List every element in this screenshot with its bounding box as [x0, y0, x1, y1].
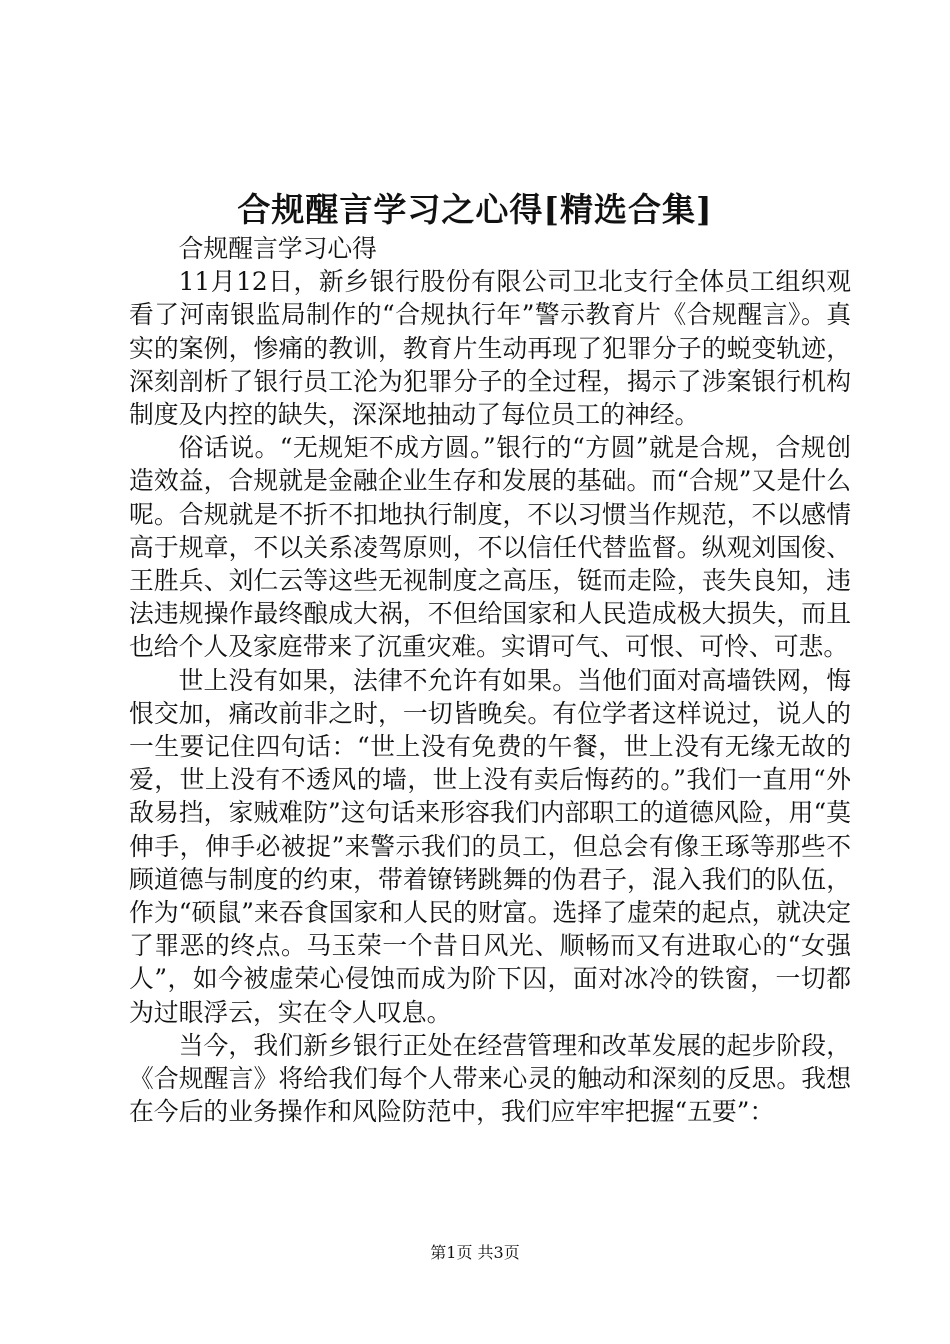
document-body: [129, 232, 851, 1128]
document-subtitle: 合规醒言学习心得: [178, 234, 377, 263]
paragraph-4: 当今，我们新乡银行正处在经营管理和改革发展的起步阶段，《合规醒言》将给我们每个人带来心灵的触动和深刻的反思。我想在今后的业务操作和风险防范中，我们应牢牢把握“五要”：: [129, 1030, 851, 1127]
paragraph-1: 11月12日，新乡银行股份有限公司卫北支行全体员工组织观看了河南银监局制作的“合规执行年”警示教育片《合规醒言》。真实的案例，惨痛的教训，教育片生动再现了犯罪分子的蜕变轨迹，深刻剖析了银行员工沦为犯罪分子的全过程，揭示了涉案银行机构制度及内控的缺失，深深地抽动了每位员工的神经。: [129, 267, 851, 430]
page-footer: 第1页 共3页: [430, 1243, 520, 1262]
paragraph-2: 俗话说。“无规矩不成方圆。”银行的“方圆”就是合规，合规创造效益，合规就是金融企业生存和发展的基础。而“合规”又是什么呢。合规就是不折不扣地执行制度，不以习惯当作规范，不以感情高于规章，不以关系凌驾原则，不以信任代替监督。纵观刘国俊、王胜兵、刘仁云等这些无视制度之高压，铤而走险，丧失良知，违法违规操作最终酿成大祸，不但给国家和人民造成极大损失，而且也给个人及家庭带来了沉重灾难。实谓可气、可恨、可怜、可悲。: [129, 433, 851, 662]
document-title: 合规醒言学习之心得[精选合集]: [237, 190, 713, 229]
paragraph-3: 世上没有如果，法律不允许有如果。当他们面对高墙铁网，悔恨交加，痛改前非之时，一切皆晚矣。有位学者这样说过，说人的一生要记住四句话：“世上没有免费的午餐，世上没有无缘无故的爱，世上没有不透风的墙，世上没有卖后悔药的。”我们一直用“外敌易挡，家贼难防”这句话来形容我们内部职工的道德风险，用“莫伸手，伸手必被捉”来警示我们的员工，但总会有像王琢等那些不顾道德与制度的约束，带着镣铐跳舞的伪君子，混入我们的队伍，作为“硕鼠”来吞食国家和人民的财富。选择了虚荣的起点，就决定了罪恶的终点。马玉荣一个昔日风光、顺畅而又有进取心的“女强人”，如今被虚荣心侵蚀而成为阶下囚，面对冰冷的铁窗，一切都为过眼浮云，实在令人叹息。: [129, 665, 851, 1027]
